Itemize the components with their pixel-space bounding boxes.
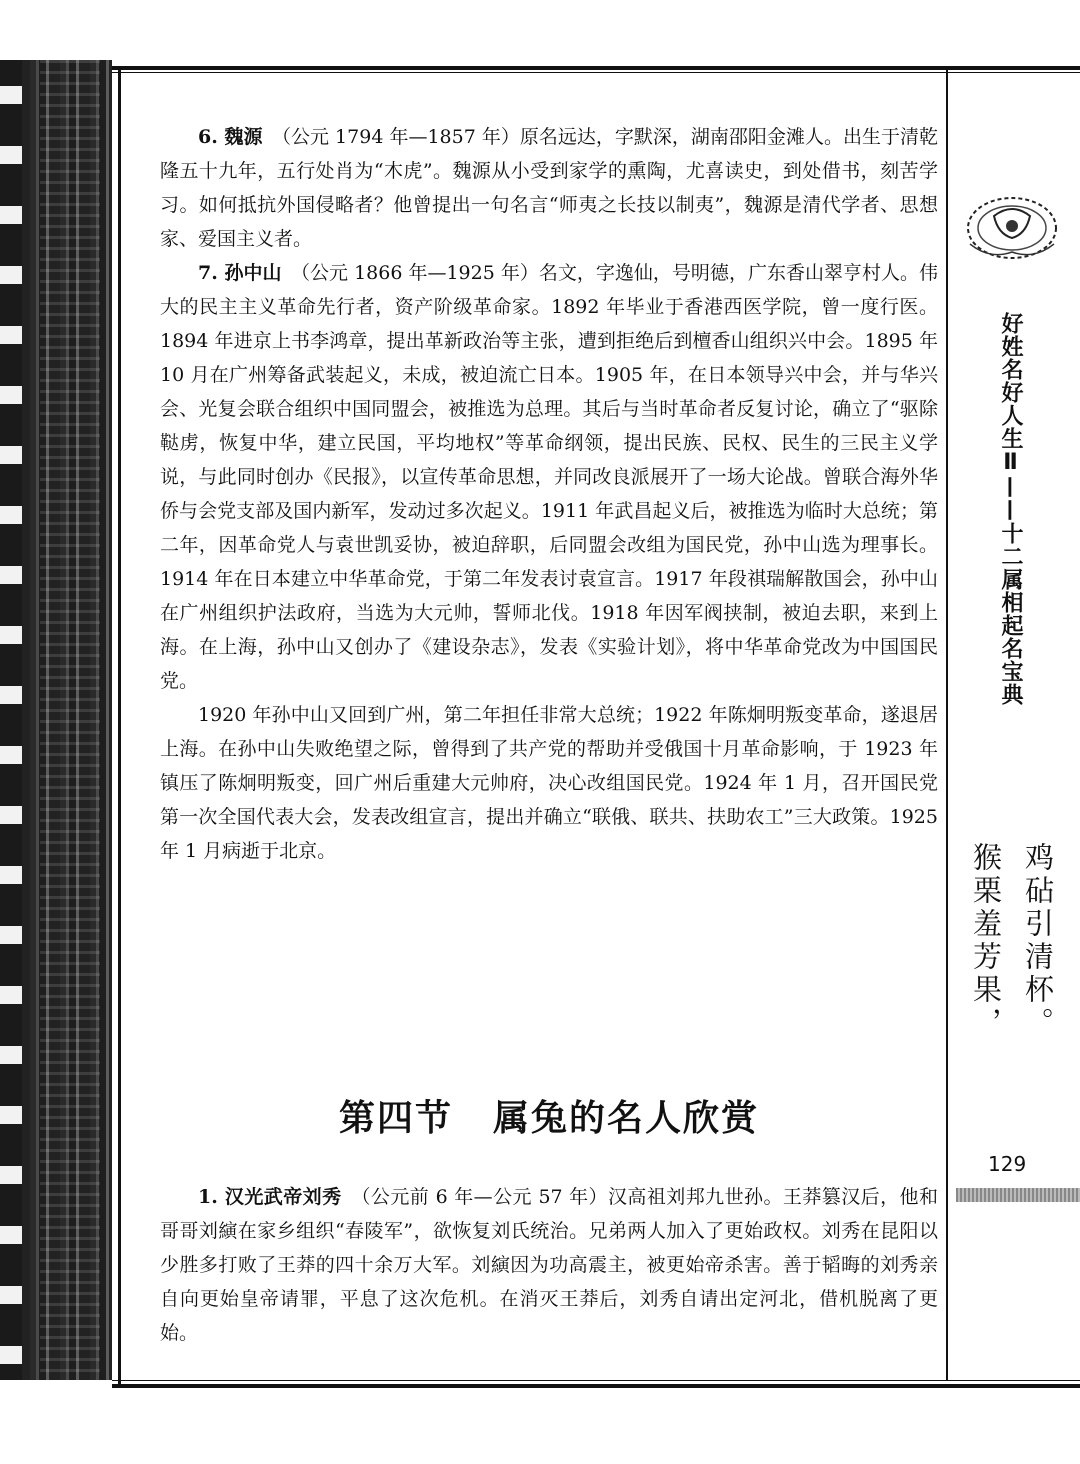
entry-text: （公元 1794 年—1857 年）原名远达，字默深，湖南邵阳金滩人。出生于清乾隆五十九年，五行处肖为“木虎”。魏源从小受到家学的熏陶，尤喜读史，到处借书，刻苦学习。如何抵抗外国侵略者？他曾提出一句名言“师夷之长技以制夷”，魏源是清代学者、思想家、爱国主义者。	[160, 126, 938, 250]
seal-emblem-icon	[956, 186, 1068, 270]
poem-line-2: 猴栗羞芳果，	[969, 842, 1003, 1040]
entry-text: （公元前 6 年—公元 57 年）汉高祖刘邦九世孙。王莽篡汉后，他和哥哥刘縯在家乡组织“春陵军”，欲恢复刘氏统治。兄弟两人加入了更始政权。刘秀在昆阳以少胜多打败了王莽的四十余万大军。刘縯因为功高震主，被更始帝杀害。善于韬晦的刘秀亲自向更始皇帝请罪，平息了这次危机。在消灭王莽后，刘秀自请出定河北，借机脱离了更始。	[160, 1186, 938, 1344]
entry-text: 1920 年孙中山又回到广州，第二年担任非常大总统；1922 年陈炯明叛变革命，遂退居上海。在孙中山失败绝望之际，曾得到了共产党的帮助并受俄国十月革命影响，于 1923 年镇压了陈炯明叛变，回广州后重建大元帅府，决心改组国民党。1924 年 1 月，召开国民党第一次全国代表大会，发表改组宣言，提出并确立“联俄、联共、扶助农工”三大政策。1925 年 1 月病逝于北京。	[160, 704, 938, 862]
entry-name: 6. 魏源	[198, 126, 263, 148]
paragraph-sunzhongshan	[160, 256, 938, 698]
frame-bottom-rule	[112, 1384, 1080, 1388]
poem-line-1: 鸡砧引清杯。	[1021, 842, 1055, 1040]
film-holes	[0, 60, 22, 1380]
frame-top-rule-thin	[112, 72, 1080, 73]
section-title: 属兔的名人欣赏	[493, 1098, 760, 1139]
section-heading	[160, 1090, 938, 1141]
frame-left-rule	[118, 66, 121, 1388]
page-number: 129	[988, 1152, 1027, 1176]
section-number: 第四节	[338, 1098, 453, 1139]
entry-name: 7. 孙中山	[198, 262, 282, 284]
page-number-bar	[956, 1188, 1080, 1202]
book-title-vertical: 好姓名好人生Ⅱ——十二属相起名宝典	[998, 312, 1023, 706]
column-divider	[946, 70, 948, 1380]
entry-text: （公元 1866 年—1925 年）名文，字逸仙，号明德，广东香山翠亨村人。伟大的民主主义革命先行者，资产阶级革命家。1892 年毕业于香港西医学院，曾一度行医。1894 年进京上书李鸿章，提出革新政治等主张，遭到拒绝后到檀香山组织兴中会。1895 年 10 月在广州筹备武装起义，未成，被迫流亡日本。1905 年，在日本领导兴中会，并与华兴会、光复会联合组织中国同盟会，被推选为总理。其后与当时革命者反复讨论，确立了“驱除鞑虏，恢复中华，建立民国，平均地权”等革命纲领，提出民族、民权、民生的三民主义学说，与此同时创办《民报》，以宣传革命思想，并同改良派展开了一场大论战。曾联合海外华侨与会党支部及国内新军，发动过多次起义。1911 年武昌起义后，被推选为临时大总统；第二年，因革命党人与袁世凯妥协，被迫辞职，后同盟会改组为国民党，孙中山选为理事长。1914 年在日本建立中华革命党，于第二年发表讨袁宣言。1917 年段祺瑞解散国会，孙中山在广州组织护法政府，当选为大元帅，誓师北伐。1918 年因军阀挟制，被迫去职，来到上海。在上海，孙中山又创办了《建设杂志》，发表《实验计划》，将中华革命党改为中国国民党。	[160, 262, 939, 692]
scan-grain	[40, 60, 100, 1380]
main-text-2	[160, 1180, 938, 1350]
entry-name: 1. 汉光武帝刘秀	[198, 1186, 342, 1208]
paragraph-sunzhongshan-cont	[160, 698, 938, 868]
paragraph-weiyuan	[160, 120, 938, 256]
sidebar-poem	[960, 842, 1064, 1052]
paragraph-liuxiu	[160, 1180, 938, 1350]
frame-top-rule	[112, 66, 1080, 70]
frame-bottom-rule-thin	[112, 1380, 1080, 1381]
main-text	[160, 120, 938, 868]
scan-edge-strip	[0, 60, 112, 1380]
